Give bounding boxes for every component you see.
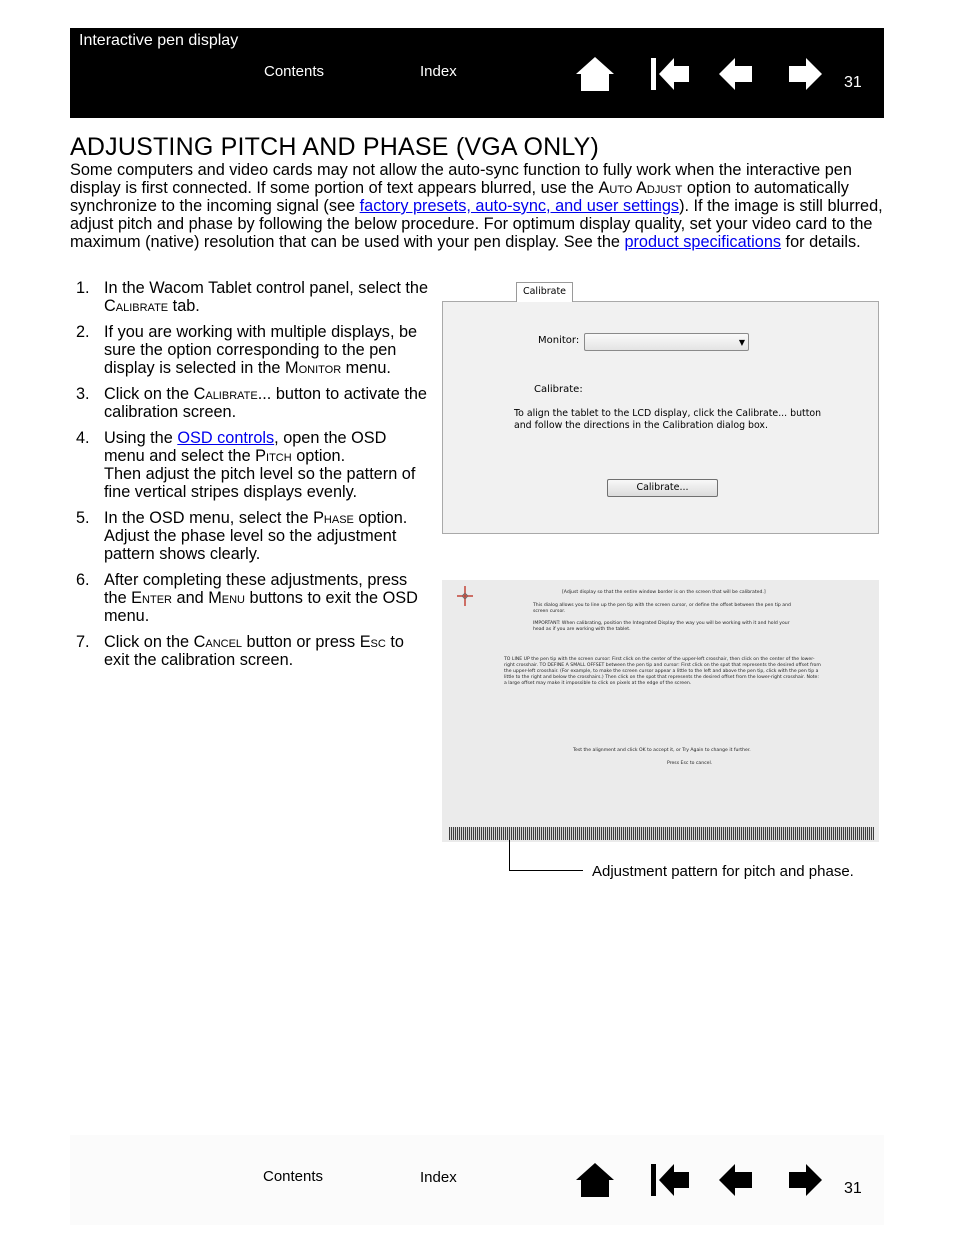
osd-controls-link[interactable]: OSD controls [177,429,275,447]
step-number: 7. [76,633,90,651]
next-page-icon[interactable] [787,1162,823,1198]
next-page-icon[interactable] [787,56,823,92]
step-number: 5. [76,509,90,527]
intro-paragraph [70,161,885,251]
calibration-screen-screenshot [442,580,879,842]
calibration-esc-text: Press Esc to cancel. [667,761,713,766]
ui-term: Monitor [285,359,342,377]
first-page-icon[interactable] [650,56,690,92]
home-icon[interactable] [575,56,615,92]
ui-term: Calibrate [104,297,169,315]
step-item [70,509,430,563]
ui-term: Phase [313,509,354,527]
step-text: After completing these adjustments, press the [104,571,408,607]
step-number: 6. [76,571,90,589]
crosshair-icon[interactable] [457,586,473,606]
calibrate-tab-body [442,301,879,534]
factory-presets-link[interactable]: factory presets, auto-sync, and user settings [359,197,680,215]
calibrate-instructions: To align the tablet to the LCD display, click the Calibrate... button and follow the directions in the Calibration dialog box. [514,408,822,431]
step-text: In the OSD menu, select the [104,509,314,527]
step-text: Click on the [104,633,194,651]
calibration-important: IMPORTANT: When calibrating, position the Integrated Display the way you will be working with it and hold your head as if you are working with the tablet. [533,621,790,632]
step-text: option. Adjust the phase level so the adjustment pattern shows clearly. [104,509,408,563]
contents-link[interactable]: Contents [263,1168,324,1185]
caption-leader-line [509,870,583,871]
step-text: If you are working with multiple displays, be sure the option corresponding to the pen display is selected in the [104,323,418,377]
page-number: 31 [844,74,862,91]
calibration-instructions: TO LINE UP the pen tip with the screen cursor: First click on the center of the upper-left crosshair, then click on the center of the lower-right crosshair. TO DEFINE A SMALL OFFSET between the pen tip and cursor: First click on the spot that represents the desired offset from the upper-left crosshair. (For example, to make the screen cursor appear a little to the left and above the pen tip, click with the pen tip a little to the right and below the crosshairs.) Then click on the spot that represents the desired offset from the lower-right crosshair. Note: a large offset may make it impossible to click on pixels at the edge of the screen. [504,657,821,686]
contents-link[interactable]: Contents [264,63,325,80]
step-text: button or press [242,633,360,651]
intro-text: ). If the image is still blurred, adjust pitch and phase by following the below procedure. For optimum display quality, set your video card to the maximum (native) resolution that can be used with your pen display. See the [70,197,883,251]
page-header [70,28,884,118]
figure-caption: Adjustment pattern for pitch and phase. [592,863,854,880]
intro-text: Some computers and video cards may not allow the auto-sync function to fully work when the interactive pen display is first connected. If some portion of text appears blurred, use the [70,161,852,197]
step-text: tab. [168,297,200,315]
step-number: 4. [76,429,90,447]
step-text: , open the OSD menu and select the [104,429,387,465]
home-icon[interactable] [575,1162,615,1198]
ui-term: Enter [131,589,172,607]
ui-term: Esc [359,633,386,651]
step-text: option. [291,447,346,465]
step-text: Then adjust the pitch level so the pattern of fine vertical stripes displays evenly. [104,465,416,501]
page-number: 31 [844,1180,862,1197]
caption-leader-line [509,840,510,871]
calibrate-label: Calibrate: [534,384,583,395]
step-item [70,323,430,377]
calibrate-button[interactable]: Calibrate... [607,479,718,497]
step-text: Click on the [104,385,194,403]
step-number: 1. [76,279,90,297]
monitor-select[interactable] [584,333,749,351]
step-item [70,633,430,669]
step-item [70,571,430,625]
previous-page-icon[interactable] [718,56,754,92]
ui-term: Pitch [255,447,292,465]
calibration-description: This dialog allows you to line up the pen tip with the screen cursor, or define the offset between the pen tip and screen cursor. [533,603,791,614]
section-heading: ADJUSTING PITCH AND PHASE (VGA ONLY) [70,133,600,161]
document-title: Interactive pen display [79,32,239,49]
monitor-label: Monitor: [538,335,580,346]
first-page-icon[interactable] [650,1162,690,1198]
product-specifications-link[interactable]: product specifications [624,233,782,251]
calibration-note: [Adjust display so that the entire window border is on the screen that will be calibrated.] [562,590,766,595]
previous-page-icon[interactable] [718,1162,754,1198]
page-footer [70,1135,884,1225]
auto-adjust-term: Auto Adjust [598,179,683,197]
step-text: menu. [341,359,391,377]
step-text: Using the [104,429,178,447]
intro-text: option to automatically synchronize to the incoming signal (see [70,179,849,215]
adjustment-pattern [449,827,874,840]
ui-term: Cancel [193,633,243,651]
intro-text: for details. [781,233,861,251]
tab-calibrate[interactable]: Calibrate [516,282,573,302]
step-item [70,429,430,501]
step-text: to exit the calibration screen. [104,633,404,669]
procedure-steps [70,279,430,677]
step-text: ... button to activate the calibration screen. [104,385,427,421]
step-text: and [171,589,209,607]
step-text: In the Wacom Tablet control panel, select the [104,279,428,297]
step-number: 2. [76,323,90,341]
ui-term: Calibrate [193,385,258,403]
step-item [70,279,430,315]
step-item [70,385,430,421]
index-link[interactable]: Index [420,1169,457,1186]
calibration-test-text: Test the alignment and click OK to accept it, or Try Again to change it further. [573,748,751,753]
step-number: 3. [76,385,90,403]
index-link[interactable]: Index [420,63,457,80]
calibrate-panel-screenshot [442,282,879,534]
chevron-down-icon: ▼ [738,338,745,347]
ui-term: Menu [208,589,245,607]
step-text: buttons to exit the OSD menu. [104,589,418,625]
